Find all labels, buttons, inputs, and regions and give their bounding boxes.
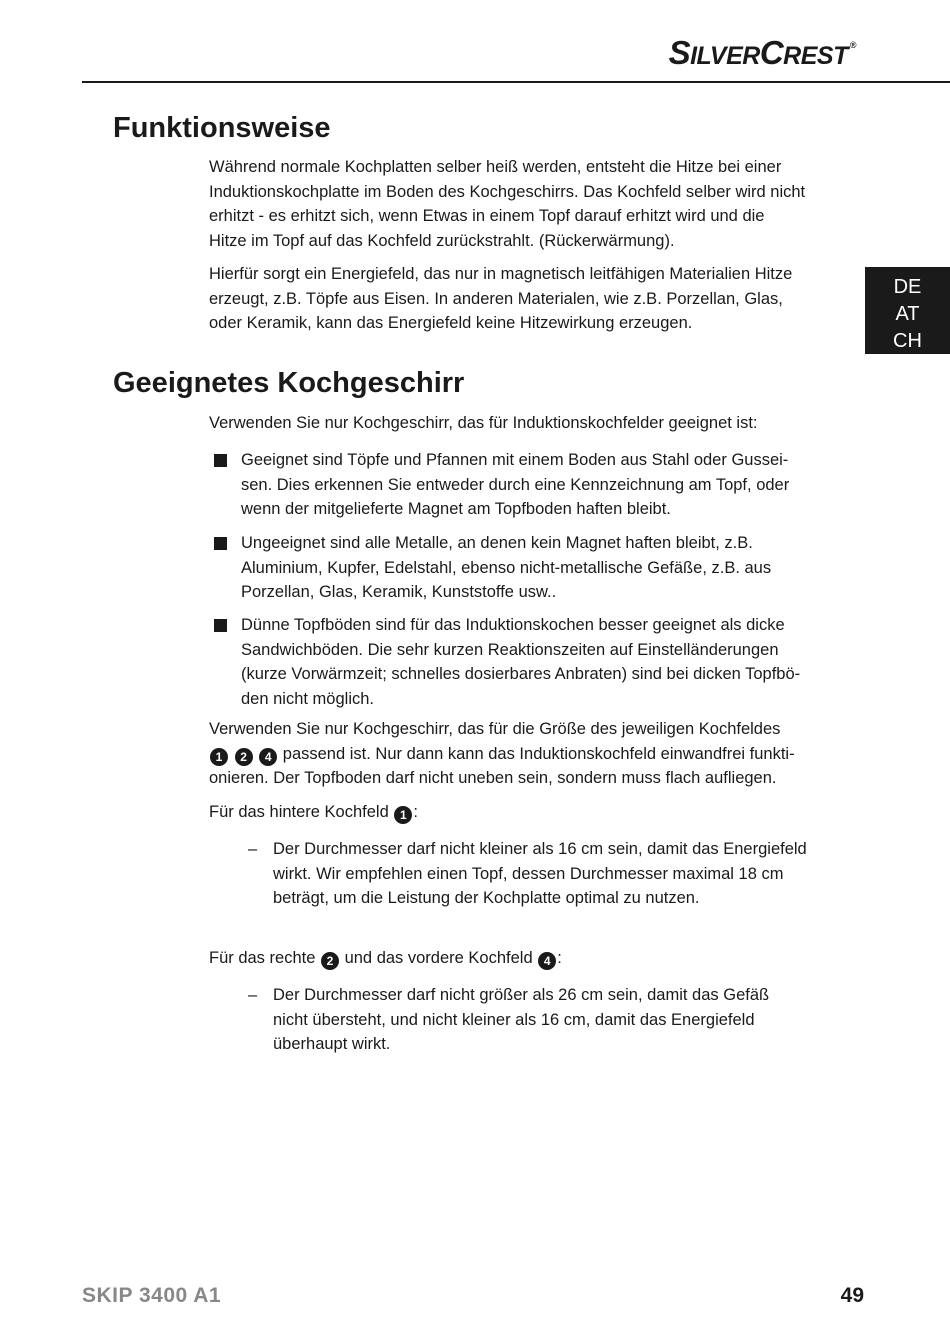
text-line: Ungeeignet sind alle Metalle, an denen kein Magnet haften bleibt, z.B. xyxy=(241,534,753,552)
text-line: sen. Dies erkennen Sie entweder durch eine Kennzeichnung am Topf, oder xyxy=(241,475,790,494)
footer-model-number: SKIP 3400 A1 xyxy=(82,1284,222,1307)
brand-logo: SILVERCREST ® xyxy=(668,34,856,71)
text-line: wenn der mitgelieferte Magnet am Topfboden haften bleibt. xyxy=(241,500,671,518)
bullet-square-icon xyxy=(214,454,227,467)
dash-mark: – xyxy=(248,840,258,858)
number-badge-4: 4 xyxy=(259,748,277,766)
text-fragment: : xyxy=(413,803,418,821)
text-line: Der Durchmesser darf nicht kleiner als 16 cm sein, damit das Energiefeld xyxy=(273,840,807,858)
text-fragment: Für das rechte xyxy=(209,949,316,967)
text-fragment: und das vordere Kochfeld xyxy=(344,949,533,967)
text-line: Sandwichböden. Die sehr kurzen Reaktionszeiten auf Einstelländerungen xyxy=(241,640,779,659)
header-divider xyxy=(82,81,950,83)
text-fragment: Für das hintere Kochfeld xyxy=(209,803,389,821)
text-line: Der Durchmesser darf nicht größer als 26 cm sein, damit das Gefäß xyxy=(273,986,770,1004)
text-line: Verwenden Sie nur Kochgeschirr, das für die Größe des jeweiligen Kochfeldes xyxy=(209,720,781,738)
paragraph-intro: Verwenden Sie nur Kochgeschirr, das für Induktionskochfelder geeignet ist: xyxy=(209,414,758,432)
text-line xyxy=(209,742,834,767)
paragraph-function-1 xyxy=(209,155,834,253)
text-line: überhaupt wirkt. xyxy=(273,1035,391,1053)
text-line: wirkt. Wir empfehlen einen Topf, dessen Durchmesser maximal 18 cm xyxy=(273,864,784,883)
text-line: oder Keramik, kann das Energiefeld keine Hitzewirkung erzeugen. xyxy=(209,314,693,332)
language-tab xyxy=(865,267,950,354)
text-fragment: passend ist. Nur dann kann das Induktionskochfeld einwandfrei funkti- xyxy=(282,744,795,763)
text-line: Aluminium, Kupfer, Edelstahl, ebenso nicht-metallische Gefäße, z.B. aus xyxy=(241,558,772,577)
dash-mark: – xyxy=(248,986,258,1004)
text-line: Porzellan, Glas, Keramik, Kunststoffe usw.. xyxy=(241,583,557,601)
number-badge-1: 1 xyxy=(210,748,228,766)
text-line: onieren. Der Topfboden darf nicht uneben sein, sondern muss flach aufliegen. xyxy=(209,769,777,787)
text-line: erhitzt - es erhitzt sich, wenn Etwas in einem Topf darauf erhitzt wird und die xyxy=(209,207,765,225)
lang-de: DE xyxy=(893,276,922,298)
bullet-square-icon xyxy=(214,537,227,550)
bullet-square-icon xyxy=(214,619,227,632)
text-line: Hierfür sorgt ein Energiefeld, das nur in magnetisch leitfähigen Materialien Hitze xyxy=(209,265,793,283)
text-fragment: : xyxy=(557,949,562,967)
label-right-front-cooking-zones xyxy=(209,946,834,971)
text-line: beträgt, um die Leistung der Kochplatte optimal zu nutzen. xyxy=(273,889,700,907)
text-line: (kurze Vorwärmzeit; schnelles dosierbares Anbraten) sind bei dicken Topfbö- xyxy=(241,665,801,683)
text-line: Während normale Kochplatten selber heiß werden, entsteht die Hitze bei einer xyxy=(209,158,782,176)
text-line: Geeignet sind Töpfe und Pfannen mit einem Boden aus Stahl oder Gussei- xyxy=(241,451,789,469)
number-badge-2: 2 xyxy=(321,952,339,970)
text-line: erzeugt, z.B. Töpfe aus Eisen. In anderen Materialen, wie z.B. Porzellan, Glas, xyxy=(209,289,783,308)
text-line: nicht übersteht, und nicht kleiner als 16 cm, damit das Energiefeld xyxy=(273,1010,755,1029)
lang-at: AT xyxy=(895,303,920,325)
page-number: 49 xyxy=(840,1284,864,1307)
lang-ch: CH xyxy=(893,330,922,352)
text-line: den nicht möglich. xyxy=(241,689,374,708)
text-line: Dünne Topfböden sind für das Induktionskochen besser geeignet als dicke xyxy=(241,616,785,634)
number-badge-4: 4 xyxy=(538,952,556,970)
paragraph-function-2 xyxy=(209,262,834,336)
text-line: Hitze im Topf auf das Kochfeld zurückstrahlt. (Rückerwärmung). xyxy=(209,231,675,250)
heading-geeignetes-kochgeschirr: Geeignetes Kochgeschirr xyxy=(113,367,465,399)
number-badge-1: 1 xyxy=(394,806,412,824)
text-line: Induktionskochplatte im Boden des Kochgeschirrs. Das Kochfeld selber wird nicht xyxy=(209,182,806,201)
number-badge-2: 2 xyxy=(235,748,253,766)
paragraph-size xyxy=(209,717,834,791)
heading-funktionsweise: Funktionsweise xyxy=(113,112,331,144)
label-rear-cooking-zone xyxy=(209,800,834,825)
